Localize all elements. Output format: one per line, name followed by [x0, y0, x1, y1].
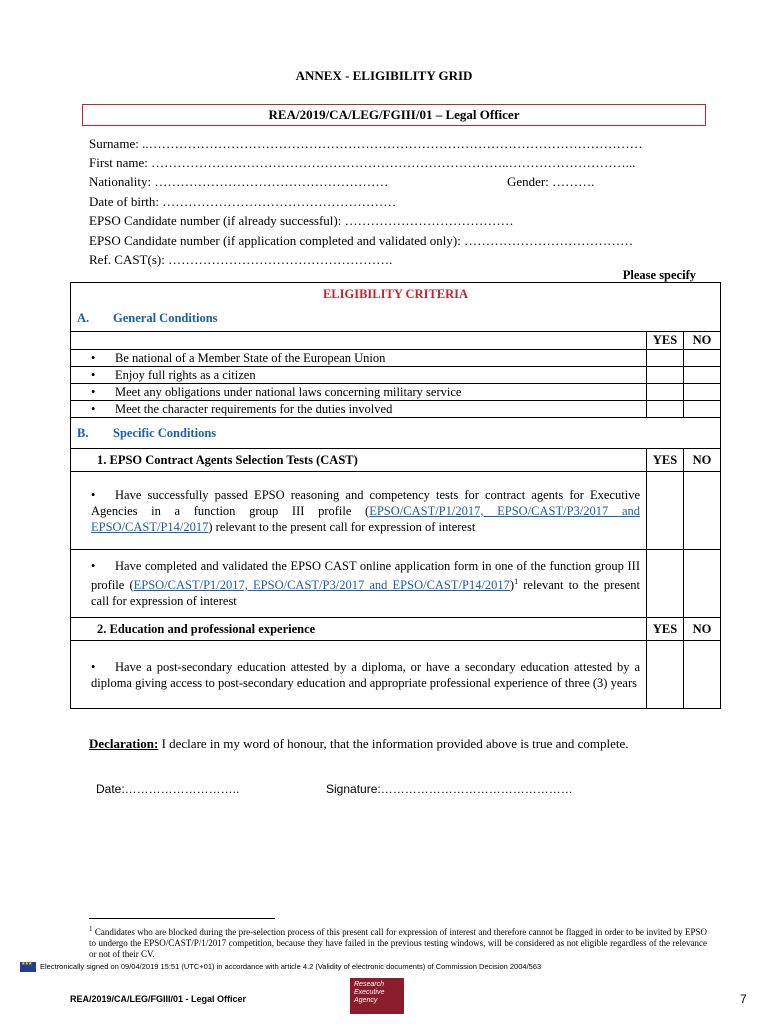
footnote-ref: 1 [514, 576, 519, 586]
no-header: NO [684, 618, 721, 641]
yes-checkbox[interactable] [647, 550, 684, 618]
footnote-divider [89, 918, 275, 919]
declaration-label: Declaration: [89, 736, 159, 751]
no-checkbox[interactable] [684, 384, 721, 401]
gender-field: Gender: ………. [507, 174, 595, 189]
cast-link[interactable]: EPSO/CAST/P1/2017, EPSO/CAST/P3/2017 and EPSO/CAST/P14/2017 [133, 578, 510, 593]
footnote-number: 1 [89, 925, 93, 933]
no-checkbox[interactable] [684, 550, 721, 618]
section-b-title: Specific Conditions [113, 425, 217, 440]
no-checkbox[interactable] [684, 350, 721, 367]
general-header-spacer [71, 332, 647, 350]
section-b-heading [71, 418, 721, 449]
general-condition-2: • Enjoy full rights as a citizen [71, 367, 647, 384]
page-title: ANNEX - ELIGIBILITY GRID [295, 68, 473, 83]
yes-checkbox[interactable] [647, 350, 684, 367]
surname-field: Surname: ..…………………………………………………………………………………………………… [89, 136, 643, 151]
no-header: NO [684, 332, 721, 350]
rea-logo: Research Executive Agency [350, 978, 404, 1014]
footnote [89, 924, 707, 960]
education-condition: • Have a post-secondary education attested by a diploma, or have a secondary education attested by a diploma giving access to post-secondary education and appropriate professional experience of three (3) years [71, 641, 647, 709]
no-checkbox[interactable] [684, 641, 721, 709]
date-line: Date:……………………….. [96, 782, 240, 796]
yes-checkbox[interactable] [647, 367, 684, 384]
nationality-field: Nationality: ……………………………………………… [89, 174, 389, 189]
yes-checkbox[interactable] [647, 401, 684, 418]
general-condition-1: • Be national of a Member State of the European Union [71, 350, 647, 367]
eu-flag-icon [20, 962, 36, 972]
education-subheading: 2. Education and professional experience [71, 618, 647, 641]
cast-condition-2: • Have completed and validated the EPSO CAST online application form in one of the function group III profile (EPSO/CAST/P1/2017, EPSO/CAST/P3/2017 and EPSO/CAST/P14/2017)$^1$ relevant to the present call for expression of interest [71, 550, 647, 618]
section-b-letter: B. [77, 425, 89, 440]
footer-reference: REA/2019/CA/LEG/FGIII/01 - Legal Officer [70, 994, 247, 1004]
yes-header: YES [647, 618, 684, 641]
epso-validated-field: EPSO Candidate number (if application completed and validated only): ………………………………… [89, 233, 634, 248]
electronic-signature-note: ★★★Electronically signed on 09/04/2019 15:51 (UTC+01) in accordance with article 4.2 (Validity of electronic documents) of Commission Decision 2004/563 [20, 962, 541, 972]
declaration-text: I declare in my word of honour, that the information provided above is true and complete. [158, 736, 629, 751]
page-number: 7 [740, 992, 747, 1006]
general-condition-4: • Meet the character requirements for the duties involved [71, 401, 647, 418]
yes-checkbox[interactable] [647, 472, 684, 550]
first-name-field: First name: ………………………………………………………………………..………………………... [89, 155, 636, 170]
yes-header: YES [647, 332, 684, 350]
dob-field: Date of birth: ……………………………………………… [89, 194, 397, 209]
no-checkbox[interactable] [684, 472, 721, 550]
yes-checkbox[interactable] [647, 384, 684, 401]
section-a-letter: A. [77, 310, 90, 325]
general-condition-3: • Meet any obligations under national laws concerning military service [71, 384, 647, 401]
footnote-text: Candidates who are blocked during the pre-selection process of this present call for expression of interest and therefore cannot be flagged in order to be invited by EPSO to undergo the EPSO/CAST/P/1/2017 competition, because they have failed in the previous testing windows, will be considered as not eligible regardless of the relevance or not of their CV. [89, 927, 707, 959]
cast-subheading: 1. EPSO Contract Agents Selection Tests (CAST) [71, 449, 647, 472]
cast-condition-1: • Have successfully passed EPSO reasoning and competency tests for contract agents for Executive Agencies in a function group III profile (EPSO/CAST/P1/2017, EPSO/CAST/P3/2017 and EPSO/CAST/P14/2017) relevant to the present call for expression of interest [71, 472, 647, 550]
cast-link[interactable]: EPSO/CAST/P1/2017, EPSO/CAST/P3/2017 and EPSO/CAST/P14/2017 [91, 503, 640, 534]
epso-successful-field: EPSO Candidate number (if already successful): ………………………………… [89, 213, 514, 228]
section-a-title: General Conditions [113, 310, 218, 325]
please-specify: Please specify [622, 268, 696, 282]
no-header: NO [684, 449, 721, 472]
declaration [89, 736, 629, 752]
no-checkbox[interactable] [684, 401, 721, 418]
reference-box: REA/2019/CA/LEG/FGIII/01 – Legal Officer [82, 104, 706, 126]
ref-cast-field: Ref. CAST(s): ……………………………………………. [89, 252, 393, 267]
yes-checkbox[interactable] [647, 641, 684, 709]
signature-line: Signature:………………………………………… [326, 782, 573, 796]
criteria-heading: ELIGIBILITY CRITERIA [71, 283, 721, 306]
section-a-heading [71, 305, 721, 332]
eligibility-grid [70, 282, 721, 709]
no-checkbox[interactable] [684, 367, 721, 384]
yes-header: YES [647, 449, 684, 472]
